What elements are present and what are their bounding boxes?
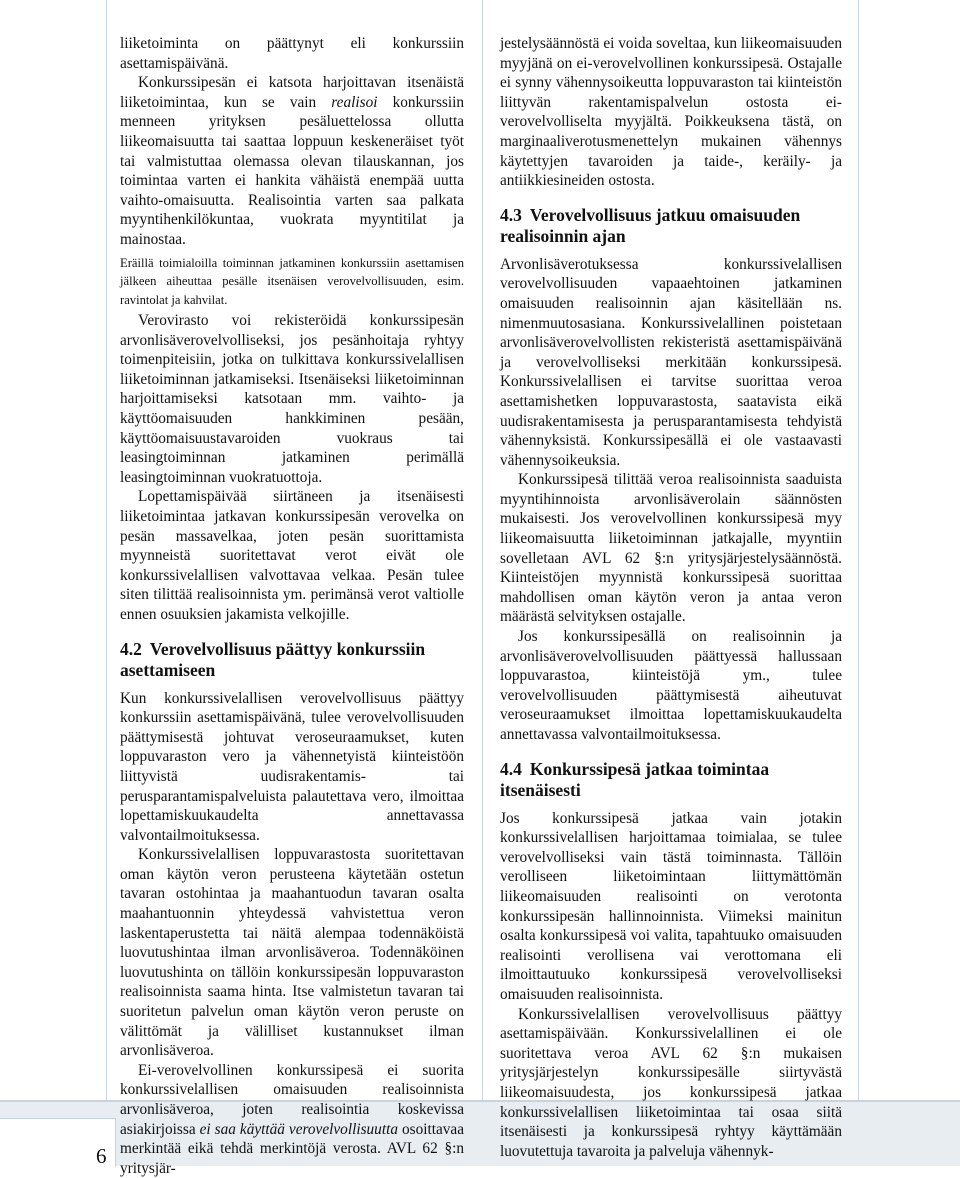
left-margin-rule	[106, 0, 107, 1100]
section-number: 4.4	[500, 758, 522, 779]
text-run: osoittavaa merkintää eikä tehdä merkintöjä verosta. AVL 62 §:n yritysjär-	[120, 1120, 464, 1177]
text-run: Ei-verovelvollinen konkurssipesä ei suorita konkurssivelallisen omaisuuden realisoinnista arvonlisäveroa, joten realisointia koskevissa asiakirjoissa	[120, 1061, 464, 1138]
emphasis: ei saa käyttää verovelvollisuutta	[199, 1120, 398, 1138]
section-heading-4-2	[120, 639, 464, 681]
right-column	[500, 34, 842, 1161]
emphasis: realisoi	[331, 93, 378, 111]
section-number: 4.3	[500, 204, 522, 225]
left-column	[120, 34, 464, 1178]
section-number: 4.2	[120, 638, 142, 659]
paragraph	[120, 1061, 464, 1178]
paragraph: Jos konkurssipesä jatkaa vain jotakin konkurssivelallisen harjoittamaa toimialaa, se tulee verovelvolliseksi vain tästä toiminnasta. Tällöin verolliseen liiketoimintaan liittymättömän liikeomaisuuden realisointi on verotonta konkurssipesän hallinnoinnista. Viimeksi mainitun osalta konkurssipesä voi valita, tapahtuuko omaisuuden realisointi verollisena vai verottomana eli ilmoittautuuko konkurssipesä verovelvolliseksi omaisuuden realisoinnista.	[500, 809, 842, 1003]
paragraph: Konkurssivelallisen verovelvollisuus päättyy asettamispäivään. Konkurssivelallinen ei ole suoritettava veroa AVL 62 §:n mukaisen yritysjärjestelyn konkurssipesälle siirtyvästä liikeomaisuudesta, jos konkurssipesä jatkaa konkurssivelallisen liiketoimintaa tai osaa siitä itsenäisesti ja konkurssipesä ryhtyy käyttämään luovutettuja tavaroita ja palveluja vähennyk-	[500, 1005, 842, 1160]
paragraph: Jos konkurssipesällä on realisoinnin ja arvonlisäverovelvollisuuden päättyessä hallussaan loppuvarastoa, kiinteistöjä ym., tulee verovelvollisuuden päättymisestä aiheutuvat veroseuraamukset ilmoittaa lopettamiskuukaudelta annettavassa valvontailmoituksessa.	[500, 628, 842, 743]
paragraph	[120, 73, 464, 249]
center-column-rule	[482, 0, 483, 1100]
paragraph: Konkurssivelallisen loppuvarastosta suoritettavan oman käytön veron perusteena käytetään ostetun tavaran ostohintaa ja maahantuodun tavaran osalta maahantuonnin yhteydessä vahvistettua veron laskentaperustetta tai näitä alempaa todennäköistä luovutushintaa ilman arvonlisäveroa. Todennäköinen luovutushinta on tällöin konkurssipesän loppuvaraston realisoinnista saama hinta. Itse valmistetun tavaran tai suoritetun palvelun oman käytön veron peruste on välittömät ja välilliset kustannukset ilman arvonlisäveroa.	[120, 846, 464, 1060]
small-note: Eräillä toimialoilla toiminnan jatkaminen konkurssiin asettamisen jälkeen aiheuttaa pesälle itsenäisen verovelvollisuuden, esim. ravintolat ja kahvilat.	[120, 255, 464, 307]
section-title: Verovelvollisuus jatkuu omaisuuden realisoinnin ajan	[500, 204, 801, 246]
paragraph: Kun konkurssivelallisen verovelvollisuus päättyy konkurssiin asettamispäivänä, tulee verovelvollisuuden päättymisestä johtuvat veroseuraamukset, kuten loppuvaraston vero ja vähennetyistä kiinteistöön liittyvistä uudisrakentamis- tai perusparantamispalveluista palautettava vero, ilmoittaa lopettamiskuukaudelta annettavassa valvontailmoituksessa.	[120, 689, 464, 844]
paragraph: Lopettamispäivää siirtäneen ja itsenäisesti liiketoimintaa jatkavan konkurssipesän verovelka on pesän massavelkaa, joten pesän suorittamista myynneistä suoritettavat verot eivät ole konkurssivelallisen valvottavaa velkaa. Pesän tulee siten tilittää realisoinnista ym. perimänsä verot valtiolle ennen osuuksien jakamista velkojille.	[120, 488, 464, 623]
paragraph: Arvonlisäverotuksessa konkurssivelallisen verovelvollisuuden vapaaehtoinen jatkaminen omaisuuden realisoinnin ajan käsitellään ns. nimenmuutosasiana. Konkurssivelallinen poistetaan arvonlisäverovelvollisten rekisteristä asettamispäivänä ja verovelvolliseksi merkitään konkurssipesä. Konkurssivelallisen ei tarvitse suorittaa veroa asettamishetken loppuvarastosta, saatavista eikä uudisrakentamisesta ja perusparantamisesta tehdyistä vähennyksistä. Konkurssipesällä ei ole vastaavasti vähennysoikeuksia.	[500, 255, 842, 469]
right-margin-rule	[858, 0, 859, 1100]
page-number: 6	[96, 1144, 107, 1168]
section-title: Verovelvollisuus päättyy konkurssiin asettamiseen	[120, 638, 426, 680]
paragraph: liiketoiminta on päättynyt eli konkurssiin asettamispäivänä.	[120, 35, 464, 72]
paragraph: jestelysäännöstä ei voida soveltaa, kun liikeomaisuuden myyjänä on ei-verovelvollinen konkurssipesä. Ostajalle ei synny vähennysoikeutta loppuvaraston tai kiinteistön liittyvän rakentamispalvelun ostosta ei-verovelvolliselta myyjältä. Poikkeuksena tästä, on marginaaliverotusmenettelyn mukainen vähennys käytettyjen tavaroiden ja taide-, keräily- ja antiikkiesineiden ostosta.	[500, 35, 842, 190]
section-title: Konkurssipesä jatkaa toimintaa itsenäisesti	[500, 758, 770, 800]
paragraph: Konkurssipesä tilittää veroa realisoinnista saaduista myyntihinnoista arvonlisäverolain säännösten mukaisesti. Jos verovelvollinen konkurssipesä myy liikeomaisuutta liiketoiminnan jatkajalle, myyntiin sovelletaan AVL 62 §:n yritysjärjestelysäännöstä. Kiinteistöjen myynnistä konkurssipesä suorittaa mahdollisen oman käytön veron ja antaa veron määrästä selvityksen ostajalle.	[500, 471, 842, 626]
paragraph: Verovirasto voi rekisteröidä konkurssipesän arvonlisäverovelvolliseksi, jos pesänhoitaja ryhtyy toimenpiteisiin, jotka on tulkittava konkurssivelallisen liiketoiminnan jatkamiseksi. Itsenäiseksi liiketoiminnan harjoittamiseksi katsotaan mm. vaihto- ja käyttöomaisuuden hankkiminen pesään, käyttöomaisuustavaroiden vuokraus tai leasingtoiminnan jatkaminen perimällä leasingtoiminnan vuokratuottoja.	[120, 312, 464, 486]
section-heading-4-3	[500, 205, 842, 247]
text-run: Konkurssipesän ei katsota harjoittavan itsenäistä liiketoimintaa, kun se vain	[120, 74, 464, 111]
text-run: konkurssiin menneen yrityksen pesäluettelossa ollutta liikeomaisuutta tai saattaa loppuun keskeneräiset työt tai valmistuttaa olemassa olevan tilauskannan, jos toimintaa varten ei hankita vähäistä enempää uutta vaihto-omaisuutta. Realisointia varten saa palkata myyntihenkilökuntaa, vuokrata myyntitilat ja mainostaa.	[120, 93, 464, 248]
section-heading-4-4	[500, 759, 842, 801]
